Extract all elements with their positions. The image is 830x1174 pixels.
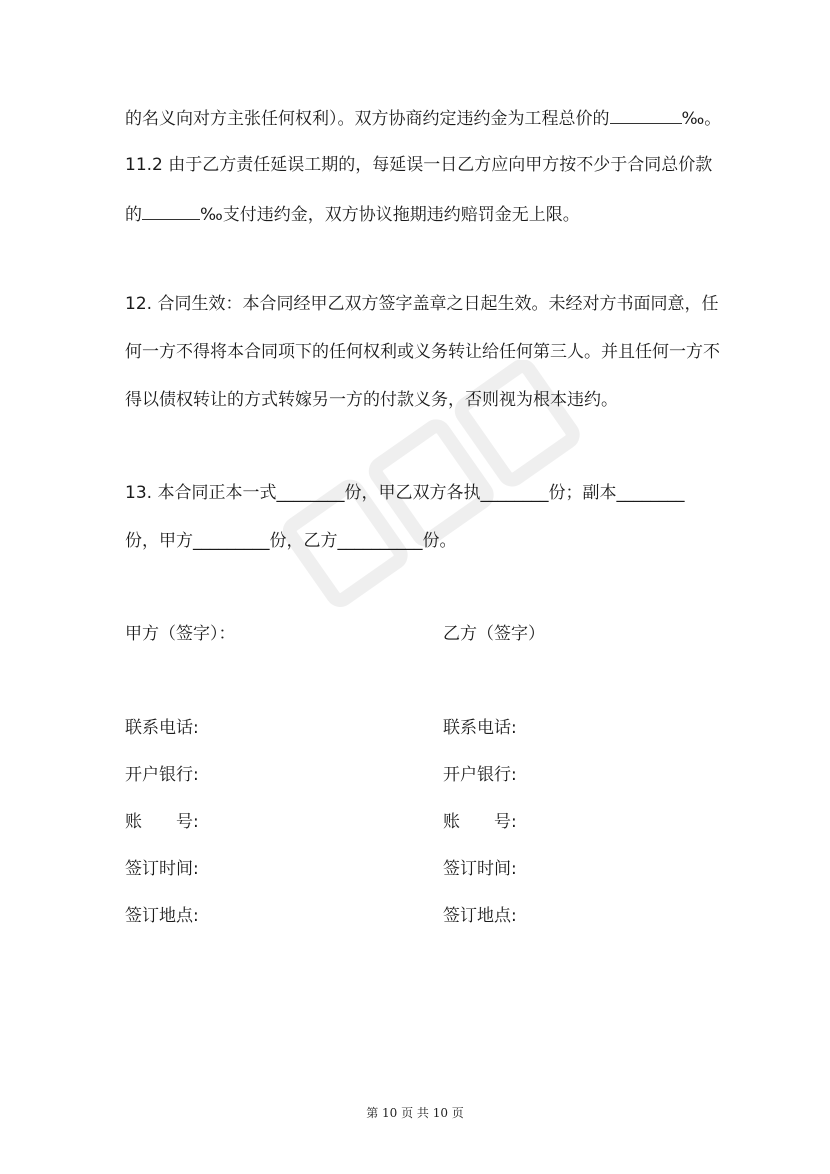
party-b-account-label: 账 号: bbox=[443, 812, 517, 832]
paragraph-11-1-end bbox=[125, 105, 721, 131]
paragraph-11-2-line-1: 11.2 由于乙方责任延误工期的，每延误一日乙方应向甲方按不少于合同总价款 bbox=[125, 155, 713, 175]
party-a-signature-label: 甲方（签字）： bbox=[125, 624, 236, 644]
text-segment: 的 bbox=[125, 205, 142, 225]
party-b-bank-label: 开户银行: bbox=[443, 765, 517, 785]
party-a-account-label: 账 号: bbox=[125, 812, 199, 832]
text-segment: 的名义向对方主张任何权利）。双方协商约定违约金为工程总价的 bbox=[125, 109, 610, 129]
page-footer: 第 10 页 共 10 页 bbox=[366, 1106, 464, 1120]
paragraph-13-line-2: 份，甲方_________份，乙方__________份。 bbox=[125, 531, 457, 551]
blank-line bbox=[610, 105, 682, 124]
party-a-sign-date-label: 签订时间: bbox=[125, 859, 199, 879]
party-a-phone-label: 联系电话: bbox=[125, 718, 199, 738]
party-b-signature-label: 乙方（签字） bbox=[443, 624, 545, 644]
text-segment: ‰。 bbox=[681, 109, 722, 129]
party-b-sign-date-label: 签订时间: bbox=[443, 859, 517, 879]
paragraph-12-line-3: 得以债权转让的方式转嫁另一方的付款义务，否则视为根本违约。 bbox=[125, 390, 618, 410]
party-a-bank-label: 开户银行: bbox=[125, 765, 199, 785]
paragraph-13-line-1: 13. 本合同正本一式________份，甲乙双方各执________份；副本________ bbox=[125, 483, 685, 503]
text-segment: ‰支付违约金，双方协议拖期违约赔罚金无上限。 bbox=[200, 205, 580, 225]
paragraph-12-line-2: 何一方不得将本合同项下的任何权利或义务转让给任何第三人。并且任何一方不 bbox=[125, 342, 720, 362]
party-b-sign-place-label: 签订地点: bbox=[443, 906, 517, 926]
blank-line bbox=[142, 201, 200, 220]
paragraph-12-line-1: 12. 合同生效：本合同经甲乙双方签字盖章之日起生效。未经对方书面同意，任 bbox=[125, 294, 719, 314]
paragraph-11-2-line-2 bbox=[125, 201, 580, 227]
party-a-sign-place-label: 签订地点: bbox=[125, 906, 199, 926]
party-b-phone-label: 联系电话: bbox=[443, 718, 517, 738]
